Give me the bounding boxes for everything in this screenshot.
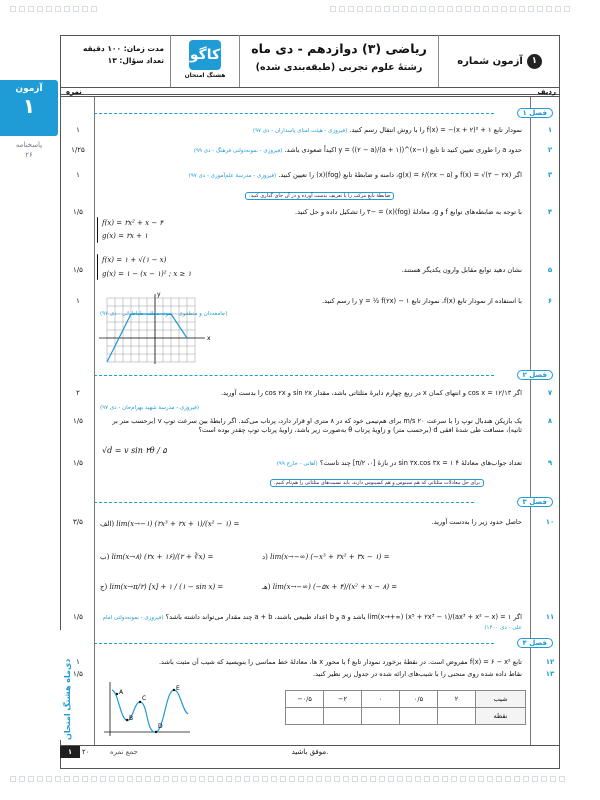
question-text: نقاط داده شده روی منحنی را با شیب‌های ارائه شده در جدول زیر نظیر کنید. bbox=[312, 670, 522, 678]
decoration-squares-top-right bbox=[330, 6, 570, 12]
question-text: حاصل حدود زیر را به‌دست آورید. bbox=[431, 518, 522, 526]
slope-table bbox=[285, 690, 526, 725]
hint-box: ضابطهٔ تابع مرکب را با تعریف بدست آورده و در آن جای گذاری کنید. bbox=[245, 192, 394, 200]
slope-cell: ۰ bbox=[362, 691, 400, 708]
question-score: ۳/۵ bbox=[73, 518, 83, 526]
closing-wish: موفق باشید. bbox=[291, 748, 329, 756]
slope-cell: −۰/۵ bbox=[286, 691, 324, 708]
section-label-2: فصل ۲ bbox=[517, 370, 553, 380]
question-source: (فیروزی - مدرسهٔ علم‌آموزی - دی ۹۷) bbox=[188, 173, 277, 179]
question-number: ۱ bbox=[547, 126, 553, 134]
exam-duration: مدت زمان: ۱۰۰ دقیقه bbox=[82, 44, 164, 53]
point-cell[interactable] bbox=[400, 708, 438, 725]
question-score: ۱/۵ bbox=[73, 459, 83, 467]
point-row bbox=[286, 708, 526, 725]
question-number: ۱۲ bbox=[545, 658, 555, 666]
total-score-label: جمع نمره bbox=[110, 748, 138, 756]
slope-cell: ۰/۵ bbox=[400, 691, 438, 708]
question-text: حدود a را طوری تعیین کنید تا تابع y = ((۲ − a)/(a + ۱))^(x−۱) اکیداً صعودی باشد. (فیروزی - نمونه‌دولتی فرهنگ - دی ۹۹) bbox=[193, 146, 522, 154]
section-divider bbox=[94, 113, 494, 114]
question-number: ۲ bbox=[547, 146, 553, 154]
point-cell[interactable] bbox=[286, 708, 324, 725]
limit-b: ب) lim(x→۸) (۲x + ۱۶)/(۲ + ∛x) = bbox=[100, 553, 214, 561]
point-cell[interactable] bbox=[438, 708, 476, 725]
question-number: ۳ bbox=[547, 171, 553, 179]
question-text: یک بازیکن هندبال توپ را با سرعت ۲۰ m/s برای هم‌تیمی خود که در ۸ متری او قرار دارد، پرتاب می‌کند. اگر رابطهٔ بین سرعت توپ v (برحسب متر بر ثانیه)، مسافت طی شدهٔ افقی d (برحسب متر) و زاویهٔ پرتاب θ به‌صورت زیر باشد، زاویهٔ پرتاب توپ چقدر بوده است؟ bbox=[112, 417, 522, 434]
decoration-squares-bottom bbox=[10, 776, 565, 782]
question-score: ۱ bbox=[76, 126, 80, 134]
decoration-squares-top bbox=[10, 6, 97, 12]
question-score: ۱/۵ bbox=[73, 670, 83, 678]
curve-point-label: C bbox=[142, 695, 147, 702]
handball-formula: √d = v sin ۲θ / ۵ bbox=[102, 446, 167, 455]
system-brace bbox=[97, 254, 98, 280]
slope-cell: −۲ bbox=[324, 691, 362, 708]
section-label-1: فصل ۱ bbox=[517, 108, 553, 118]
exam-header bbox=[60, 35, 560, 95]
exam-tab-label: آزمون bbox=[15, 84, 43, 94]
curve-point-label: D bbox=[158, 723, 163, 730]
point-row-label: نقطه bbox=[476, 708, 526, 725]
question-score: ۲ bbox=[76, 389, 80, 397]
exam-number-badge: ۱ bbox=[527, 54, 542, 69]
exam-side-tab bbox=[0, 80, 58, 136]
score-column-divider bbox=[94, 97, 95, 745]
curve-graph bbox=[100, 680, 192, 738]
question-number: ۸ bbox=[547, 417, 553, 425]
question-text: تابع f(x) = ۶ − x² مفروض است. در نقطهٔ برخورد نمودار تابع f با محور x ها، معادلهٔ خط مماسی را بنویسید که شیب آن مثبت باشد. bbox=[158, 658, 522, 666]
exam-number-label: آزمون شماره bbox=[457, 55, 523, 67]
curve-point-label: A bbox=[119, 689, 124, 696]
answer-key-page: ۲۶ bbox=[25, 151, 33, 159]
question-source: (فیروزی - هیئت امنای پاسداران - دی ۹۷) bbox=[252, 128, 348, 134]
column-radif: ردیف bbox=[537, 88, 556, 96]
exam-number-box bbox=[438, 35, 560, 87]
system-brace bbox=[97, 217, 98, 243]
question-score: ۱ bbox=[76, 658, 80, 666]
limit-d: د) lim(x→−∞) (−x³ + ۲x² + ۳x − ۱) = bbox=[262, 553, 390, 561]
logo-box bbox=[170, 35, 240, 87]
point-cell[interactable] bbox=[362, 708, 400, 725]
question-number: ۱۰ bbox=[545, 518, 555, 526]
page-footer bbox=[60, 745, 560, 757]
answer-key-reference bbox=[8, 140, 50, 160]
function-graph bbox=[97, 290, 215, 366]
question-text: اگر lim(x→+∞) (x⁵ + ۲x³ − ۱)/(ax³ + x² − x) = ۱ باشد و a و b اعداد طبیعی باشند، a + b چند مقدار می‌تواند داشته باشد؟ (فیروزی - نمونه‌دولتی امام علی - دی ۱۴۰۰) bbox=[102, 613, 522, 631]
curve-point-label: B bbox=[129, 715, 134, 722]
question-source: (فیروزی - نمونه‌دولتی فرهنگ - دی ۹۹) bbox=[193, 148, 283, 154]
hint-box: برای حل معادلات مثلثاتی که هم سینوس و هم کسینوس دارند، باید نسبت‌های مثلثاتی را هم‌نام کنیم. bbox=[270, 479, 484, 487]
brand-logo: کاگو bbox=[189, 40, 221, 70]
vertical-brand-text: دی‌ماه هشتگ امتحان bbox=[63, 658, 72, 740]
question-text: با استفاده از نمودار تابع f(x)، نمودار تابع y = ½ f(۲x) − ۱ را رسم کنید. bbox=[322, 297, 522, 305]
section-label-4: فصل ۴ bbox=[517, 638, 553, 648]
equation-g: g(x) = ۲x + ۱ bbox=[102, 232, 148, 240]
question-score: ۱/۵ bbox=[73, 266, 83, 274]
limit-e: هـ) lim(x→−∞) (−۵x + ۴)/(x² + x − ۸) = bbox=[262, 583, 398, 591]
column-header bbox=[60, 87, 560, 97]
question-text: اگر cos x = ۱۲/۱۳ و انتهای کمان x در ربع چهارم دایرهٔ مثلثاتی باشد، مقدار sin ۲x و cos ۲x را بدست آورید. bbox=[220, 389, 522, 397]
equation-g: g(x) = ۱ − (x − ۱)² ; x ≥ ۱ bbox=[102, 270, 192, 278]
section-divider bbox=[94, 375, 494, 376]
exam-meta bbox=[60, 35, 170, 87]
question-score: ۱/۲۵ bbox=[71, 146, 85, 154]
question-text: اگر f(x) = √(۳ − ۲x) و g(x) = ۶/(۲x − ۵)، دامنه و ضابطهٔ تابع (fog)(x) را تعیین کنید. (فیروزی - مدرسهٔ علم‌آموزی - دی ۹۷) bbox=[188, 171, 522, 179]
section-divider bbox=[94, 643, 494, 644]
limit-a: الف) lim(x→−۱) (۲x³ + ۲x + ۱)/(x² − ۱) = bbox=[100, 520, 240, 528]
question-score: ۱/۵ bbox=[73, 208, 83, 216]
question-source: (فیروزی - مدرسهٔ شهید بهرام‌خان - دی ۹۷) bbox=[100, 405, 200, 411]
question-score: ۱ bbox=[76, 171, 80, 179]
brand-name: هشتگ امتحان bbox=[184, 72, 226, 79]
curve-point-label: E bbox=[176, 685, 180, 692]
question-score: ۱ bbox=[76, 297, 80, 305]
question-number: ۱۳ bbox=[545, 670, 555, 678]
page-number: ۱ bbox=[60, 746, 80, 758]
question-text: نشان دهید توابع مقابل وارون یکدیگر هستند. bbox=[401, 266, 522, 274]
exam-title-box bbox=[240, 35, 438, 87]
question-source: (جامعه‌دان و منطقوی - نمونه مطلبه طباطبائی - دی ۹۷) bbox=[100, 311, 228, 317]
question-number: ۵ bbox=[547, 266, 553, 274]
question-source: (فیروزی - نمونه‌دولتی امام علی - دی ۱۴۰۰) bbox=[102, 615, 522, 631]
question-number: ۹ bbox=[547, 459, 553, 467]
column-nomre: نمره bbox=[66, 88, 82, 96]
question-number: ۷ bbox=[547, 389, 553, 397]
slope-row bbox=[286, 691, 526, 708]
exam-subtitle: رشتهٔ علوم تجربی (طبقه‌بندی شده) bbox=[255, 62, 423, 73]
equation-f: f(x) = ۱ + √(۱ − x) bbox=[102, 256, 167, 264]
question-text: با توجه به ضابطه‌های توابع f و g، معادلهٔ (fog)(x) = −۳ را تشکیل داده و حل کنید. bbox=[294, 208, 522, 216]
question-score: ۱/۵ bbox=[73, 417, 83, 425]
exam-title: ریاضی (۳) دوازدهم - دی ماه bbox=[251, 41, 427, 56]
exam-question-count: تعداد سؤال: ۱۳ bbox=[107, 56, 164, 65]
section-divider bbox=[94, 502, 474, 503]
question-number: ۶ bbox=[547, 297, 553, 305]
exam-tab-number: ۱ bbox=[22, 94, 36, 118]
question-number: ۴ bbox=[547, 208, 553, 216]
equation-f: f(x) = ۲x² + x − ۴ bbox=[102, 219, 164, 227]
svg-text:y: y bbox=[157, 291, 161, 298]
answer-key-label: پاسخنامه bbox=[15, 141, 43, 149]
question-text: نمودار تابع f(x) = −(x + ۲)² + ۱ را با روش انتقال رسم کنید. (فیروزی - هیئت امنای پاسداران - دی ۹۷) bbox=[252, 126, 522, 134]
question-number: ۱۱ bbox=[545, 613, 555, 621]
question-score: ۱/۵ bbox=[73, 613, 83, 621]
section-label-3: فصل ۳ bbox=[517, 497, 553, 507]
total-score: ۲۰ bbox=[82, 748, 90, 756]
question-text: تعداد جواب‌های معادلهٔ ۴ sin ۳x.cos ۳x = ۱ در بازهٔ [۰، π/۲] چند تاست؟ (آهانی - خارج ۹۹) bbox=[276, 459, 522, 467]
point-cell[interactable] bbox=[324, 708, 362, 725]
slope-cell: ۲ bbox=[438, 691, 476, 708]
slope-row-label: شیب bbox=[476, 691, 526, 708]
svg-text:x: x bbox=[207, 335, 211, 342]
limit-c: ج) lim(x→π/۲) [x] + ۱ / (۱ − sin x) = bbox=[100, 583, 224, 591]
question-source: (آهانی - خارج ۹۹) bbox=[276, 461, 318, 467]
